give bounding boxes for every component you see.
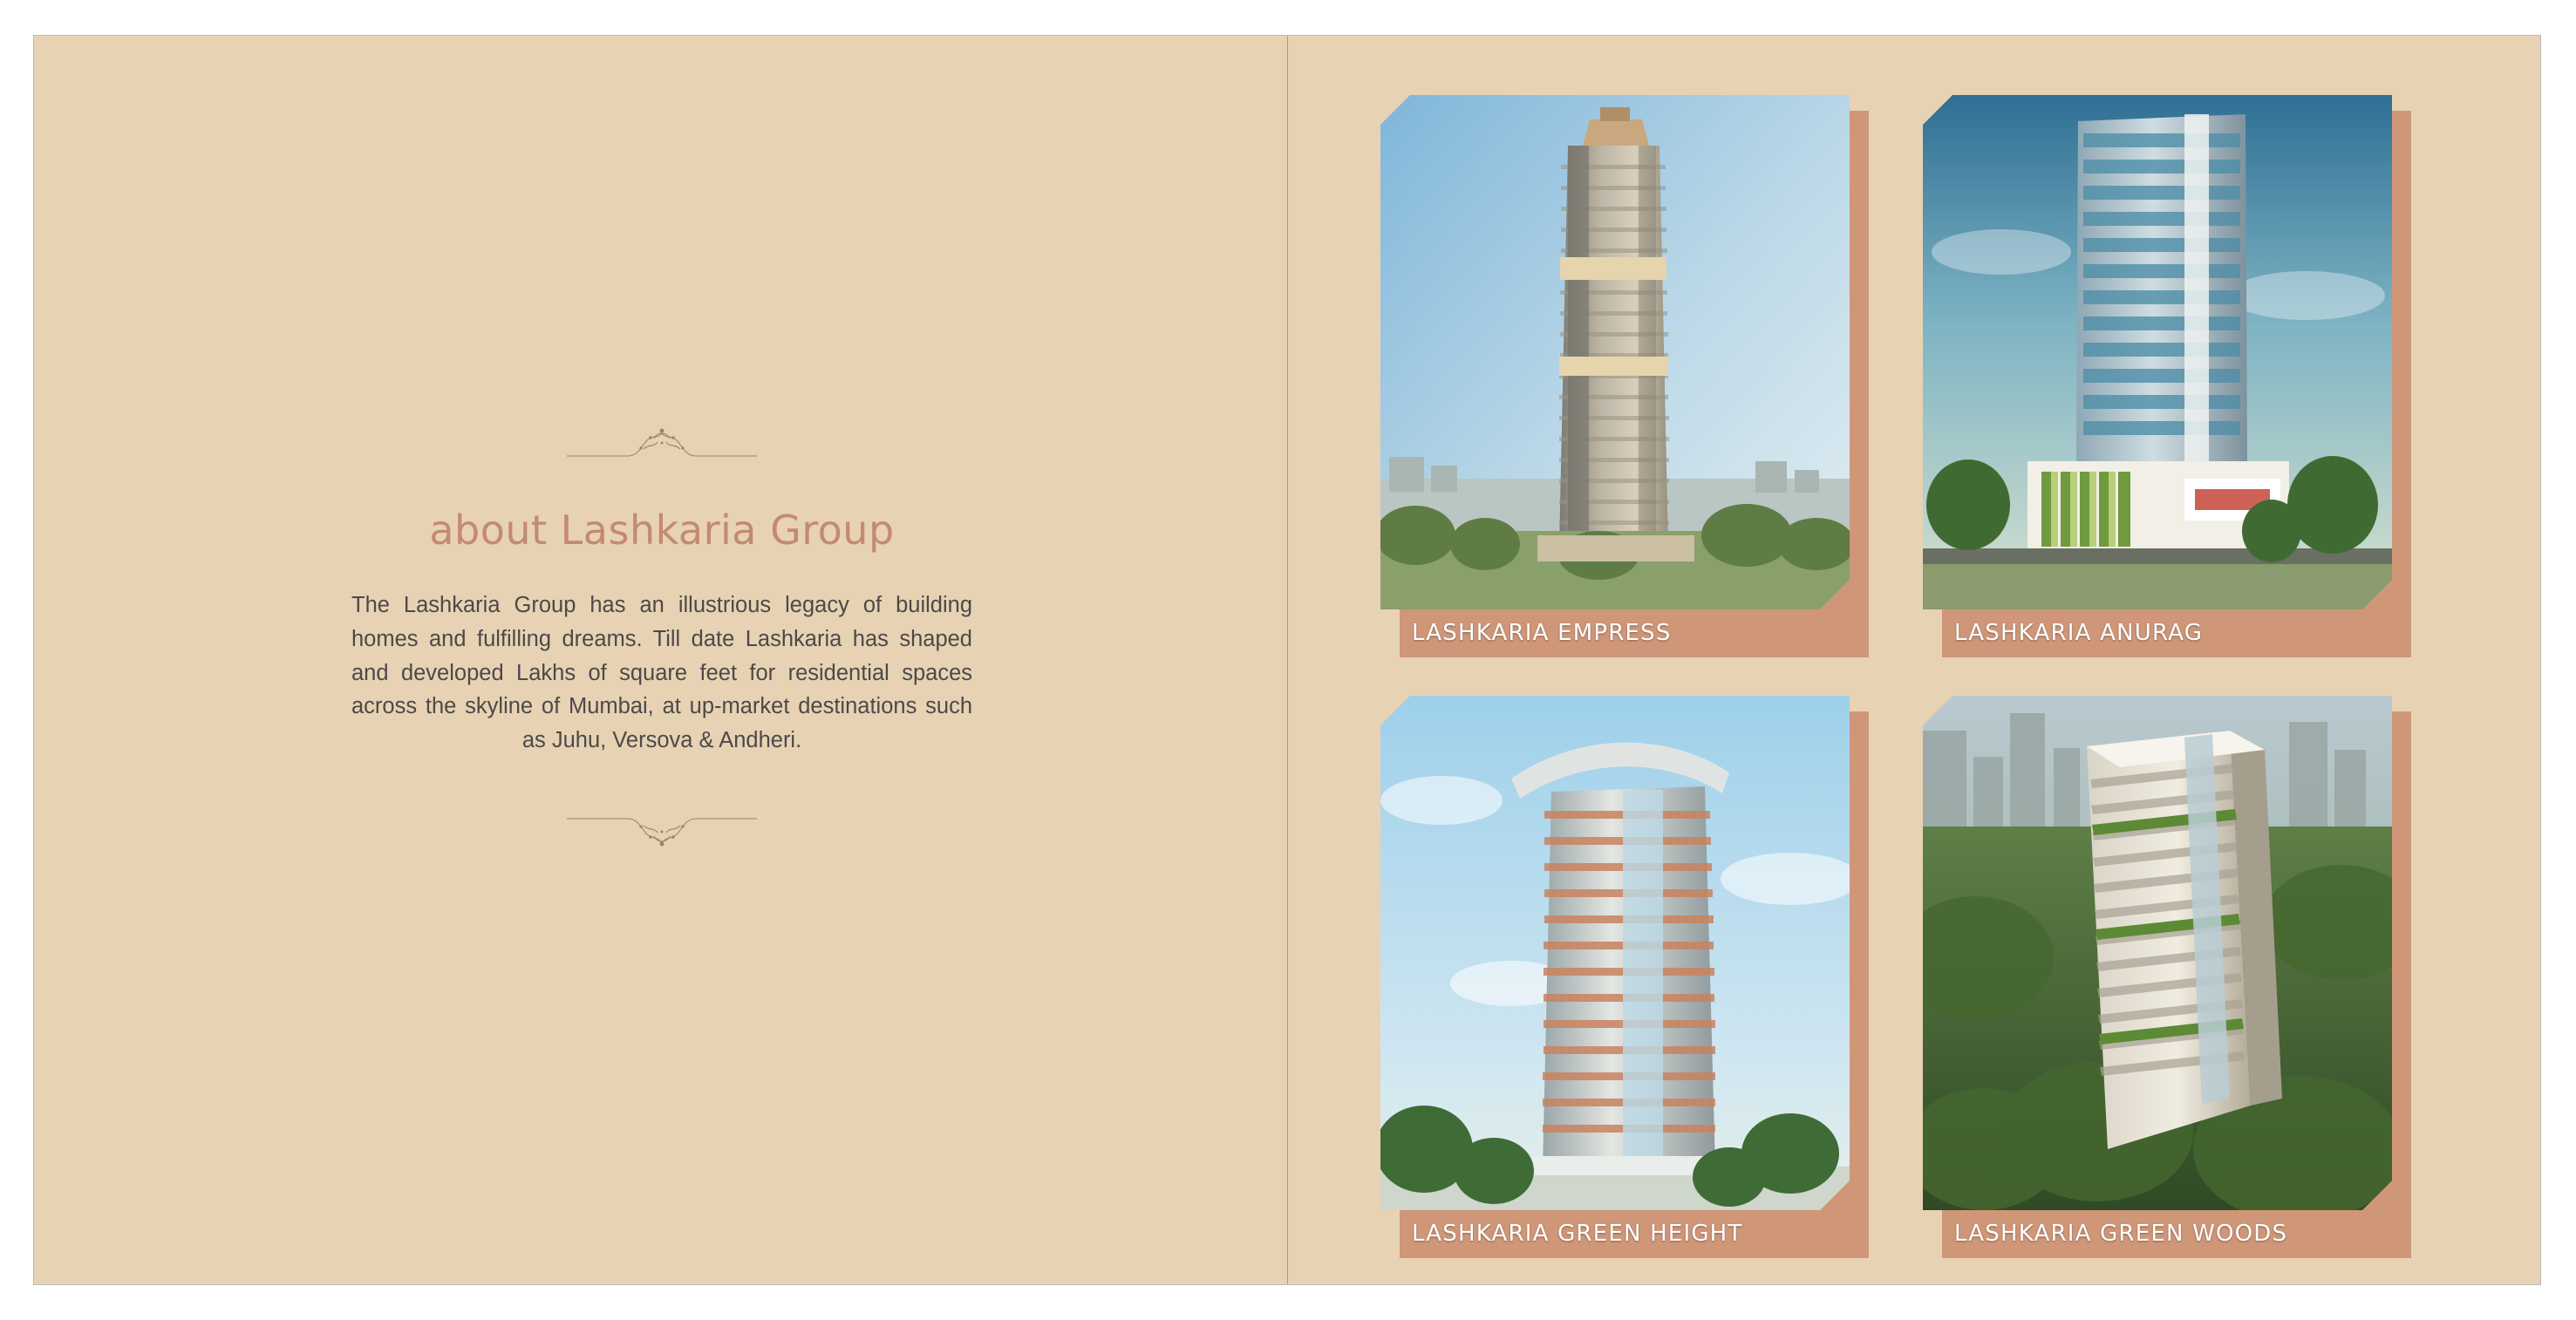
page-title: about Lashkaria Group bbox=[429, 507, 895, 554]
floral-ornament-bottom-icon bbox=[567, 808, 757, 857]
project-card[interactable] bbox=[1380, 95, 1869, 657]
brochure-spread bbox=[33, 35, 2541, 1285]
project-photo-empress bbox=[1380, 95, 1850, 609]
project-photo-green-height bbox=[1380, 696, 1850, 1210]
project-caption: LASHKARIA ANURAG bbox=[1954, 620, 2204, 646]
floral-ornament-icon bbox=[567, 419, 757, 468]
project-caption: LASHKARIA GREEN WOODS bbox=[1954, 1221, 2288, 1247]
project-caption: LASHKARIA EMPRESS bbox=[1412, 620, 1672, 646]
project-card[interactable] bbox=[1923, 696, 2411, 1258]
project-photo-green-woods bbox=[1923, 696, 2392, 1210]
about-block bbox=[322, 419, 1002, 857]
right-page bbox=[1288, 36, 2540, 1284]
project-card[interactable] bbox=[1923, 95, 2411, 657]
left-page bbox=[34, 36, 1288, 1284]
project-card[interactable] bbox=[1380, 696, 1869, 1258]
project-caption: LASHKARIA GREEN HEIGHT bbox=[1412, 1221, 1743, 1247]
project-gallery bbox=[1380, 95, 2427, 1258]
project-photo-anurag bbox=[1923, 95, 2392, 609]
about-paragraph: The Lashkaria Group has an illustrious legacy of building homes and fulfilling dreams. Till date Lashkaria has shaped and developed Lakhs of square feet for residential spaces across the skyline of Mumbai, at up-market destinations such as Juhu, Versova & Andheri. bbox=[351, 593, 972, 752]
